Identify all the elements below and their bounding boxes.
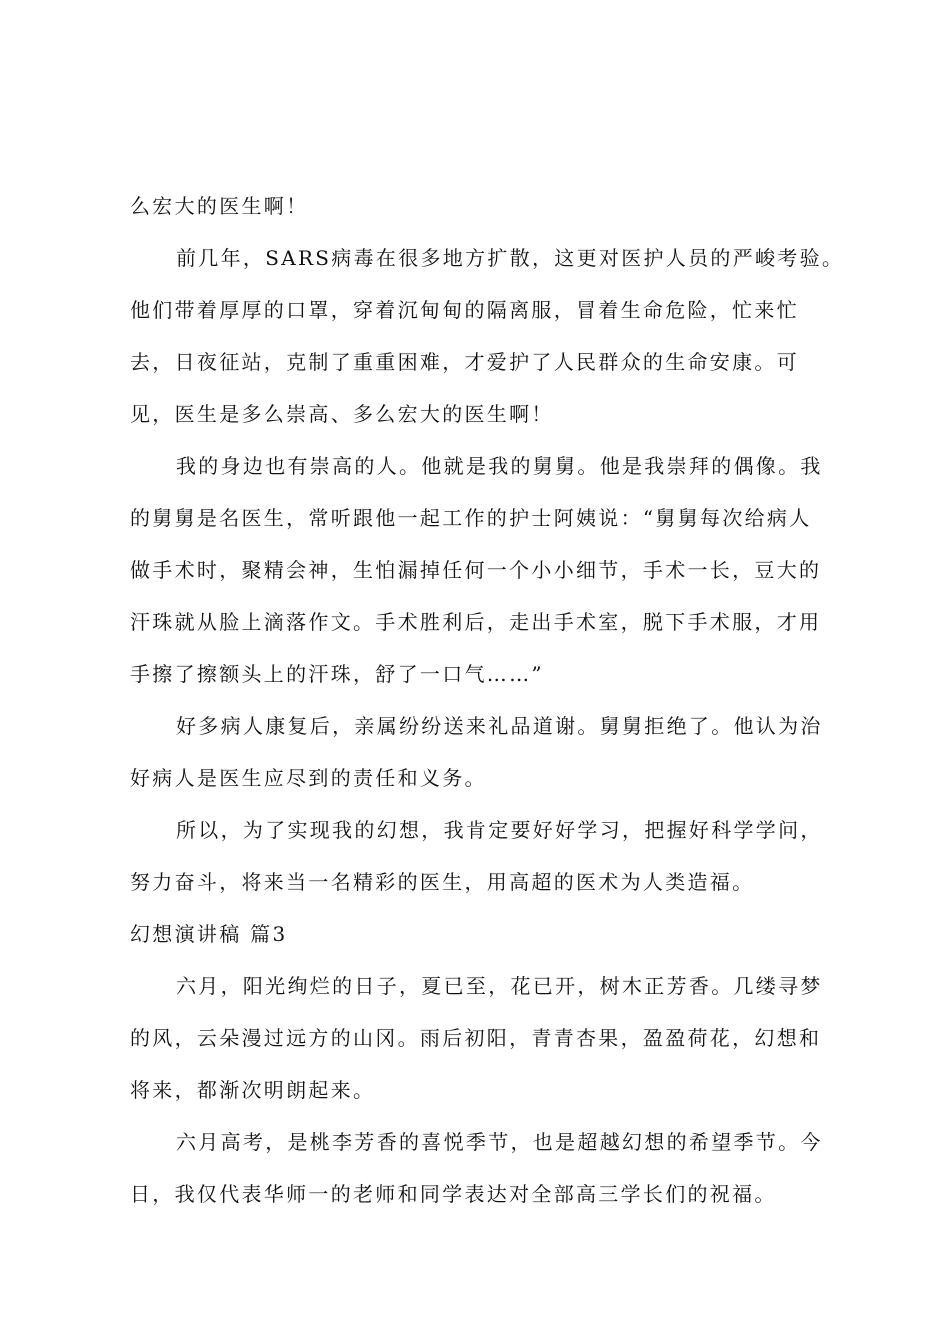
paragraph-start-line: 所以，为了实现我的幻想，我肯定要好好学习，把握好科学学问， (176, 818, 823, 842)
paragraph-start-line: 六月，阳光绚烂的日子，夏已至，花已开，树木正芳香。几缕寻梦 (176, 974, 823, 998)
text-line: 他们带着厚厚的口罩，穿着沉甸甸的隔离服，冒着生命危险，忙来忙 (130, 298, 799, 322)
text-line: 的风，云朵漫过远方的山冈。雨后初阳，青青杏果，盈盈荷花，幻想和 (130, 1026, 822, 1050)
section-heading: 幻想演讲稿 篇3 (130, 922, 288, 946)
text-line: 将来，都渐次明朗起来。 (130, 1078, 376, 1102)
text-line: 汗珠就从脸上滴落作文。手术胜利后，走出手术室，脱下手术服，才用 (130, 610, 822, 634)
paragraph-start-line: 我的身边也有崇高的人。他就是我的舅舅。他是我崇拜的偶像。我 (176, 454, 823, 478)
text-line: 日，我仅代表华师一的老师和同学表达对全部高三学长们的祝福。 (130, 1182, 777, 1206)
text-line: 见，医生是多么崇高、多么宏大的医生啊！ (130, 402, 554, 426)
text-line: 去，日夜征站，克制了重重困难，才爱护了人民群众的生命安康。可 (130, 350, 799, 374)
text-line: 好病人是医生应尽到的责任和义务。 (130, 766, 487, 790)
paragraph-start-line: 六月高考，是桃李芳香的喜悦季节，也是超越幻想的希望季节。今 (176, 1130, 823, 1154)
text-line: 努力奋斗，将来当一名精彩的医生，用高超的医术为人类造福。 (130, 870, 755, 894)
text-line: 手擦了擦额头上的汗珠，舒了一口气……” (130, 662, 544, 686)
paragraph-start-line: 前几年，SARS病毒在很多地方扩散，这更对医护人员的严峻考验。 (176, 246, 845, 270)
paragraph-start-line: 好多病人康复后，亲属纷纷送来礼品道谢。舅舅拒绝了。他认为治 (176, 714, 823, 738)
text-line: 做手术时，聚精会神，生怕漏掉任何一个小小细节，手术一长，豆大的 (130, 558, 822, 582)
document-body (130, 180, 845, 1220)
text-line: 么宏大的医生啊！ (130, 194, 309, 218)
text-line: 的舅舅是名医生，常听跟他一起工作的护士阿姨说：“舅舅每次给病人 (130, 506, 812, 530)
